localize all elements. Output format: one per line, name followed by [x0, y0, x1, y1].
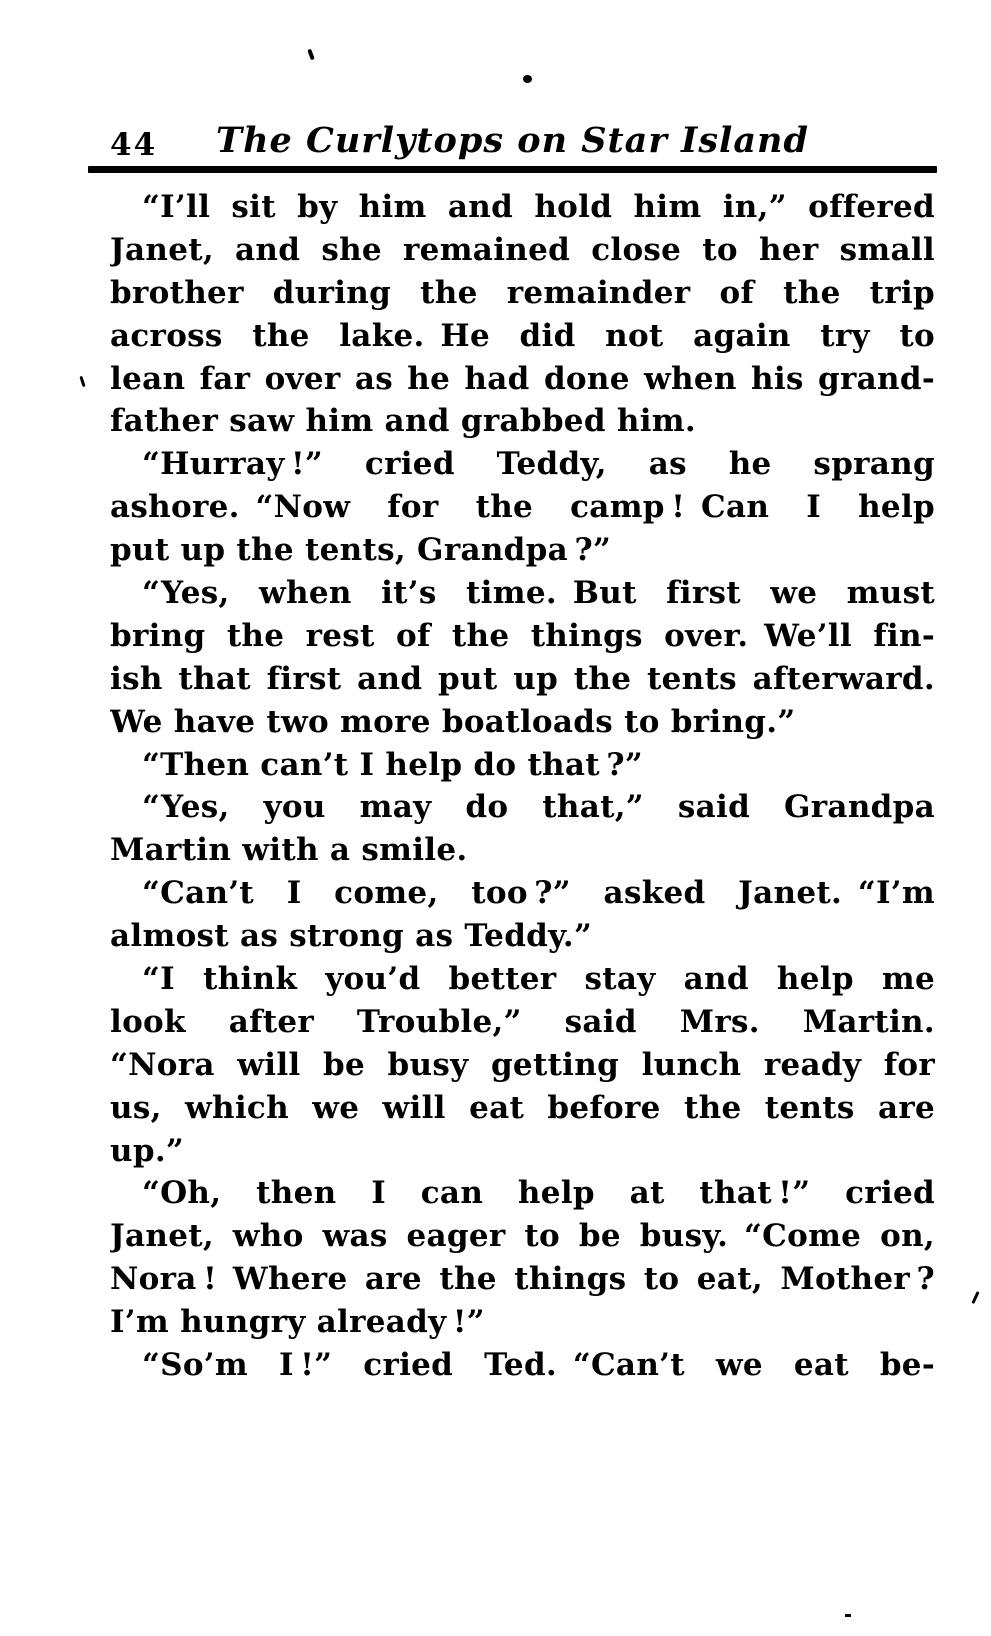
text-line: Janet, who was eager to be busy. “Come on, [110, 1218, 935, 1255]
text-line: “Yes, when it’s time. But first we must [142, 575, 935, 612]
text-line: “Oh, then I can help at that !” cried [142, 1175, 935, 1212]
body-text [110, 186, 935, 1387]
text-line: “Can’t I come, too ?” asked Janet. “I’m [142, 875, 935, 912]
text-line: brother during the remainder of the trip [110, 274, 935, 311]
text-line: Janet, and she remained close to her small [110, 231, 935, 268]
text-line: “Yes, you may do that,” said Grandpa [142, 789, 935, 826]
header-rule [88, 166, 937, 173]
text-line: put up the tents, Grandpa ?” [110, 532, 612, 569]
text-line: ashore. “Now for the camp ! Can I help [110, 489, 935, 526]
text-line: look after Trouble,” said Mrs. Martin. [110, 1003, 935, 1040]
page-number: 44 [110, 127, 158, 163]
text-line: Martin with a smile. [110, 832, 468, 869]
text-line: “Then can’t I help do that ?” [142, 746, 643, 783]
text-line: “Hurray !” cried Teddy, as he sprang [142, 446, 935, 483]
text-line: bring the rest of the things over. We’ll fin- [110, 617, 935, 654]
text-line: “I think you’d better stay and help me [142, 961, 935, 998]
text-line: “I’ll sit by him and hold him in,” offered [142, 189, 935, 225]
scan-speck-tick-top [307, 49, 315, 61]
text-line: lean far over as he had done when his grand- [110, 360, 935, 397]
text-line: I’m hungry already !” [110, 1304, 485, 1341]
text-line: Nora ! Where are the things to eat, Mother ? [110, 1261, 935, 1298]
scan-speck-tick-left [79, 376, 85, 387]
text-line: We have two more boatloads to bring.” [110, 703, 796, 740]
text-line: ish that first and put up the tents afterward. [110, 660, 935, 697]
text-line: “Nora will be busy getting lunch ready for [110, 1046, 935, 1083]
text-line: father saw him and grabbed him. [110, 403, 696, 440]
scan-speck-slash-right [971, 1291, 979, 1304]
text-line: up.” [110, 1132, 185, 1169]
scan-speck-dash-bottom [845, 1614, 851, 1617]
text-line: “So’m I !” cried Ted. “Can’t we eat be- [142, 1347, 935, 1384]
running-head [88, 118, 937, 168]
text-line: almost as strong as Teddy.” [110, 918, 593, 955]
text-line: across the lake. He did not again try to [110, 317, 935, 354]
text-line: us, which we will eat before the tents are [110, 1089, 935, 1126]
running-title: The Curlytops on Star Island [216, 120, 809, 161]
scan-speck-dot-top [523, 75, 532, 83]
